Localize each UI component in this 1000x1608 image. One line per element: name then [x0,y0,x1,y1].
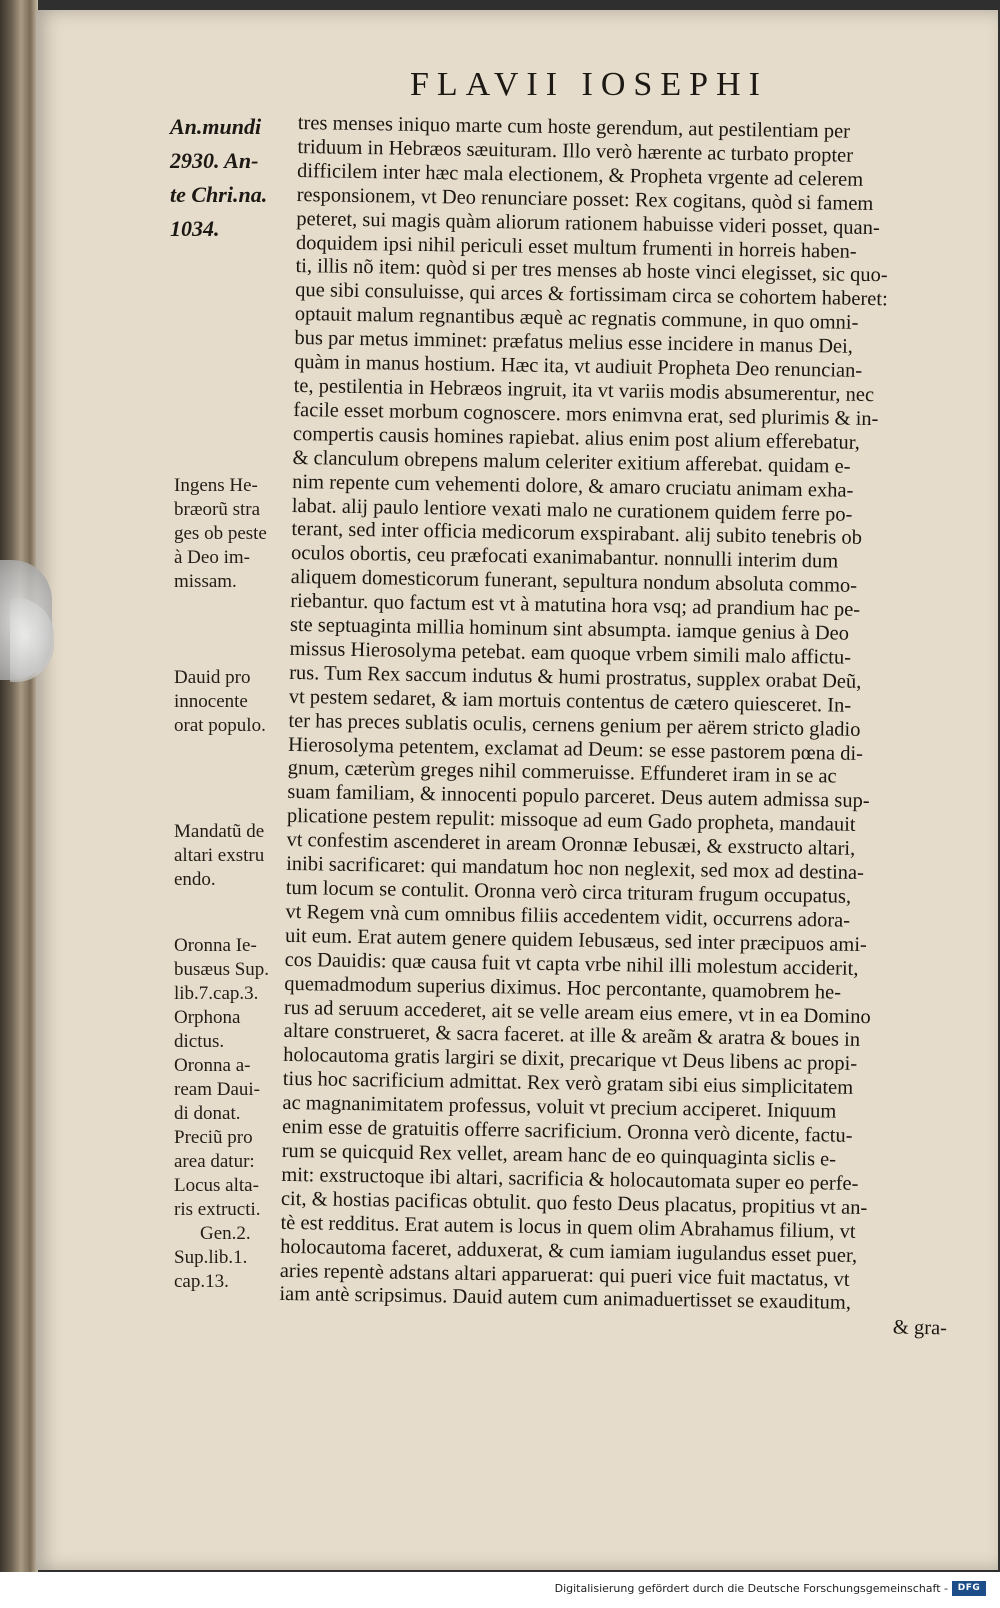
footer-bar [0,1573,1000,1608]
body-line: ac magnanimitatem professus, voluit vt precium acciperet. Iniquum [282,1092,837,1123]
body-line: plicatione pestem repulit: missoque ad eum Gado propheta, mandauit [286,805,856,837]
body-line: missus Hierosolyma petebat. eam quoque vrbem simili malo affictu- [289,637,852,669]
margin-note-line: ream Daui- [174,1079,260,1100]
body-line: tres menses iniquo marte cum hoste gerendum, aut pestilentiam per [297,112,851,143]
body-line: tè est redditus. Erat autem is locus in quem olim Abrahamus filium, vt [280,1211,856,1243]
book-spine-edge [0,0,38,1572]
body-line: oculos obortis, ceu præfocati exanimabantur. nonnulli interim dum [290,542,839,573]
margin-note-line: endo. [174,869,216,890]
body-line: altare construeret, & sacra faceret. at ille & areãm & aratra & boues in [283,1020,861,1052]
body-line: riebantur. quo factum est vt à matutina hora vsq; ad prandium hac pe- [290,590,861,622]
margin-note-line: cap.13. [174,1271,229,1292]
body-line: vt Regem vnà cum omnibus filiis accedentem vidit, occurrens adora- [285,900,851,932]
body-line: nim repente cum vehementi dolore, & amaro cruciatu animam exha- [292,470,854,502]
body-line: tius hoc sacrificium admittat. Rex verò gratam sibi eius simplicitatem [282,1068,854,1100]
margin-note-line: Mandatũ de [174,821,265,842]
body-line: triduum in Hebræos sæuituram. Illo verò hærente ac turbato propter [297,135,854,167]
body-line: Hierosolyma petentem, exclamat ad Deum: se esse pastorem pœna di- [287,733,864,765]
body-line: labat. alij paulo lentiore vexati malo ne curationem quidem ferre po- [291,494,853,526]
body-line: holocautoma faceret, adduxerat, & cum iamiam iugulandus esset puer, [280,1235,858,1267]
margin-note-line: Oronna a- [174,1055,251,1076]
margin-note-line: Dauid pro [174,667,251,688]
body-line: optauit malum regnantibus æquè ac regnatis commune, in quo omni- [294,303,859,335]
body-line: holocautoma gratis largiri se dixit, precarique vt Deus libens ac propi- [283,1044,858,1076]
margin-note-line: di donat. [174,1103,241,1124]
body-line: aliquem domesticorum funerant, sepultura nondum absoluta commo- [290,566,858,598]
margin-note-line: dictus. [174,1031,225,1052]
margin-note-line: Oronna Ie- [174,935,257,956]
year-note-line: te Chri.na. [170,182,268,207]
margin-note-line: Orphona [174,1007,241,1028]
margin-note-line: lib.7.cap.3. [174,983,259,1004]
body-line: ste septuaginta millia hominum sint absumpta. iamque genius à Deo [289,613,850,645]
margin-note-line: Locus alta- [174,1175,259,1196]
body-line: iam antè scripsimus. Dauid autem cum animaduertisset se exauditum, [279,1283,852,1315]
margin-note-line: area datur: [174,1151,255,1172]
year-note-line: 2930. An- [170,148,259,173]
margin-note-line: bræorũ stra [174,499,261,520]
margin-note-line: altari exstru [174,845,265,866]
body-line: ter has preces sublatis oculis, cernens genium per aërem stricto gladio [288,709,861,741]
body-line: tum locum se contulit. Oronna verò circa trituram frugum occupatus, [285,876,852,908]
margin-note-plague [174,474,294,594]
body-line: ti, illis nõ item: quòd si per tres menses ab hoste vinci elegisset, sic quo- [295,255,888,287]
margin-note-line: busæus Sup. [174,959,270,980]
body-line: aries repentè adstans altari apparuerat: qui pueri vice fuit mactatus, vt [279,1259,850,1291]
body-line: mit: exstructoque ibi altari, sacrificia & holocautomata super eo perfe- [281,1163,859,1195]
running-head: FLAVII IOSEPHI [410,66,768,103]
footer-credit: Digitalisierung gefördert durch die Deutsche Forschungsgemeinschaft - [554,1582,948,1595]
margin-note-line: à Deo im- [174,547,250,568]
year-note-line: An.mundi [170,114,262,139]
margin-note-line: Sup.lib.1. [174,1247,248,1268]
body-line: difficilem inter hæc mala electionem, & Propheta vrgente ad celerem [296,159,864,191]
margin-note-line: orat populo. [174,715,266,736]
body-line: gnum, cæterùm greges nihil commeruisse. Effunderet iram in se ac [287,757,837,789]
margin-note-line: ges ob peste [174,523,267,544]
body-line: peteret, sui magis quàm aliorum rationem habuisse videri posset, quan- [296,207,880,239]
body-line: cit, & hostias pacificas obtulit. quo festo Deus placatus, propitius vt an- [280,1187,868,1219]
year-margin-note [170,110,290,246]
body-line: facile esset morbum cognoscere. mors enimvna erat, sed plurimis & in- [293,398,879,431]
body-line: terant, sed inter officia medicorum exspirabant. alij subito tenebris ob [291,518,863,550]
body-line: bus par metus imminet: præfatus melius esse incidere in manus Dei, [294,327,854,358]
catchword: & gra- [892,1316,948,1340]
year-note-line: 1034. [170,216,220,241]
body-line: doquidem ipsi nihil periculi esset multum frumenti in horreis haben- [295,231,857,263]
body-line: que sibi consuluisse, qui arces & fortissimam circa se cohortem haberet: [295,279,888,311]
margin-note-line: Ingens He- [174,475,258,496]
body-line: te, pestilentia in Hebræos ingruit, ita vt variis modis absumerentur, nec [293,374,875,407]
margin-note-line: innocente [174,691,248,712]
body-text [279,112,966,1342]
margin-note-line: ris extructi. [174,1199,261,1220]
body-line: quàm in manus hostium. Hæc ita, vt audiuit Propheta Deo renuncian- [293,351,863,382]
body-line: rum se quicquid Rex vellet, aream hanc de eo quinquaginta siclis e- [281,1139,837,1171]
margin-note-line: Preciũ pro [174,1127,253,1148]
body-line: enim esse de gratuitis offerre sacrificium. Oronna verò dicente, factu- [281,1115,853,1147]
dfg-logo: DFG [952,1581,986,1596]
body-line: vt confestim ascenderet in aream Oronnæ Iebusæi, & exstructo altari, [286,829,856,861]
body-line: vt pestem sedaret, & iam mortuis contentus de cætero quiesceret. In- [288,685,852,717]
margin-note-line: missam. [174,571,237,592]
body-line: quemadmodum superius diximus. Hoc percontante, quamobrem he- [284,972,842,1004]
margin-note-line: Gen.2. [200,1223,251,1244]
body-line: rus. Tum Rex saccum indutus & humi prostratus, supplex orabat Deũ, [289,661,862,693]
body-line: suam familiam, & innocenti populo parceret. Deus autem admissa sup- [287,781,870,813]
body-line: responsionem, vt Deo renunciare posset: Rex cogitans, quòd si famem [296,183,874,215]
body-line: & clanculum obrepens malum celeriter exitium afferebat. quidam e- [292,446,851,478]
body-line: inibi sacrificaret: qui mandatum hoc non neglexit, sed mox ad destina- [286,853,865,885]
margin-note-oronna [174,934,294,1294]
body-line: cos Dauidis: quæ causa fuit vt capta vrbe nihil illi molestum acciderit, [284,948,859,980]
body-line: compertis causis homines rapiebat. alius enim post alium efferebatur, [292,422,861,454]
body-line: rus ad seruum accederet, ait se velle aream eius emere, vt in ea Domino [283,996,871,1028]
margin-note-altar [174,820,294,892]
margin-note-dauid [174,666,294,738]
body-line: uit eum. Erat autem genere quidem Iebusæus, sed inter præcipuos ami- [284,924,867,956]
